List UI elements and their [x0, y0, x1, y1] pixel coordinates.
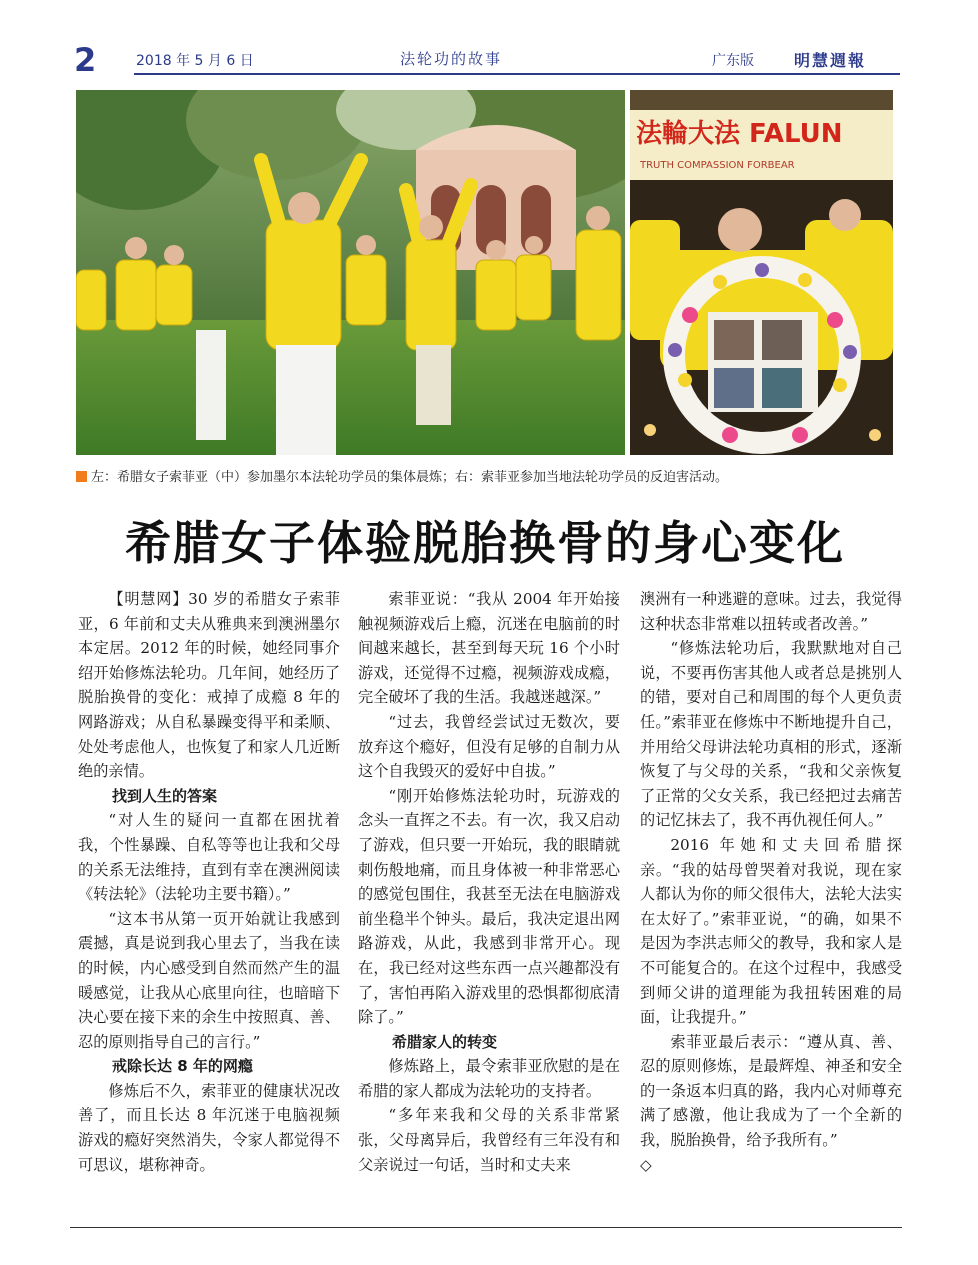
- photo-group-exercise-illustration: [76, 90, 625, 455]
- paragraph: 2016 年她和丈夫回希腊探亲。“我的姑母曾哭着对我说，现在家人都认为你的师父很伟大，法轮大法实在太好了。”索菲亚说，“的确，如果不是因为李洪志师父的教导，我和家人是不可能复合的。在这个过程中，我感受到师父讲的道理能为我扭转困难的局面，让我提升。”: [640, 835, 902, 1027]
- issue-date: 2018 年 5 月 6 日: [136, 53, 254, 69]
- edition-label: 广东版: [712, 53, 754, 69]
- paragraph: “多年来我和父母的关系非常紧张，父母离异后，我曾经有三年没有和父亲说过一句话，当时和丈夫来: [358, 1106, 620, 1174]
- banner-subtext: TRUTH COMPASSION FORBEAR: [640, 160, 795, 171]
- photo-vigil: [630, 90, 893, 455]
- paragraph: 澳洲有一种逃避的意味。过去，我觉得这种状态非常难以扭转或者改善。”: [640, 590, 902, 633]
- paragraph: “修炼法轮功后，我默默地对自己说，不要再伤害其他人或者总是挑别人的错，要对自己和周围的每个人更负责任。”索菲亚在修炼中不断地提升自己，并用给父母讲法轮功真相的形式，逐渐恢复了与父母的关系，“我和父亲恢复了正常的父女关系，我已经把过去痛苦的记忆抹去了，我不再仇视任何人。”: [640, 639, 902, 830]
- page-number: 2: [74, 41, 97, 79]
- paragraph: 修炼路上，最令索菲亚欣慰的是在希腊的家人都成为法轮功的支持者。: [358, 1057, 620, 1100]
- article-column-2: [358, 587, 620, 1177]
- paragraph: “对人生的疑问一直都在困扰着我，个性暴躁、自私等等也让我和父母的关系无法维持，直到有幸在澳洲阅读《转法轮》（法轮功主要书籍）。”: [78, 811, 340, 904]
- paragraph: “过去，我曾经尝试过无数次，要放弃这个瘾好，但没有足够的自制力从这个自我毁灭的爱好中自拔。”: [358, 712, 620, 781]
- banner-text: 法輪大法 FALUN: [636, 119, 843, 149]
- subheading: 戒除长达 8 年的网瘾: [112, 1057, 253, 1076]
- paragraph: 修炼后不久，索菲亚的健康状况改善了，而且长达 8 年沉迷于电脑视频游戏的瘾好突然消失，令家人都觉得不可思议，堪称神奇。: [78, 1081, 340, 1174]
- photo-caption-text: 左：希腊女子索菲亚（中）参加墨尔本法轮功学员的集体晨炼；右：索菲亚参加当地法轮功学员的反迫害活动。: [91, 470, 729, 485]
- paper-name: 明慧週報: [794, 51, 867, 70]
- article-column-1: [78, 587, 340, 1177]
- paragraph: “这本书从第一页开始就让我感到震撼，真是说到我心里去了，当我在读的时候，内心感受到自然而然产生的温暖感觉，让我从心底里向往，也暗暗下决心要在接下来的余生中按照真、善、忍的原则指导自己的言行。”: [78, 909, 340, 1051]
- paragraph: 索菲亚最后表示：“遵从真、善、忍的原则修炼，是最辉煌、神圣和安全的一条返本归真的路，我内心对师尊充满了感激，他让我成为了一个全新的我，脱胎换骨，给予我所有。”: [640, 1032, 902, 1150]
- photo-group-exercise: [76, 90, 625, 455]
- article-column-3: [640, 587, 902, 1177]
- photo-caption: [76, 469, 896, 487]
- subheading: 找到人生的答案: [112, 786, 218, 805]
- paragraph: 【明慧网】30 岁的希腊女子索菲亚，6 年前和丈夫从雅典来到澳洲墨尔本定居。2012 年的时候，她经同事介绍开始修炼法轮功。几年间，她经历了脱胎换骨的变化：戒掉了成瘾 8 年的网路游戏；从自私暴躁变得平和柔顺、处处考虑他人，也恢复了和家人几近断绝的亲情。: [78, 590, 340, 781]
- subheading: 希腊家人的转变: [392, 1032, 498, 1051]
- bottom-rule: [70, 1227, 902, 1228]
- caption-marker-icon: [76, 471, 87, 482]
- end-mark: ◇: [640, 1155, 652, 1174]
- article-headline: 希腊女子体验脱胎换骨的身心变化: [125, 516, 845, 570]
- header-rule: [134, 73, 900, 75]
- photo-vigil-illustration: [630, 90, 893, 455]
- paragraph: “刚开始修炼法轮功时，玩游戏的念头一直挥之不去。有一次，我又启动了游戏，但只要一开始玩，我的眼睛就刺伤般地痛，而且身体被一种非常恶心的感觉包围住，我甚至无法在电脑游戏前坐稳半个钟头。最后，我决定退出网路游戏，从此，我感到非常开心。现在，我已经对这些东西一点兴趣都没有了，害怕再陷入游戏里的恐惧都彻底清除了。”: [358, 786, 620, 1027]
- paragraph: 索菲亚说：“我从 2004 年开始接触视频游戏后上瘾，沉迷在电脑前的时间越来越长，甚至到每天玩 16 个小时游戏，还觉得不过瘾，视频游戏成瘾，完全破坏了我的生活。我越迷越深。”: [358, 590, 620, 707]
- section-title: 法轮功的故事: [400, 50, 503, 68]
- page-header: [70, 41, 900, 79]
